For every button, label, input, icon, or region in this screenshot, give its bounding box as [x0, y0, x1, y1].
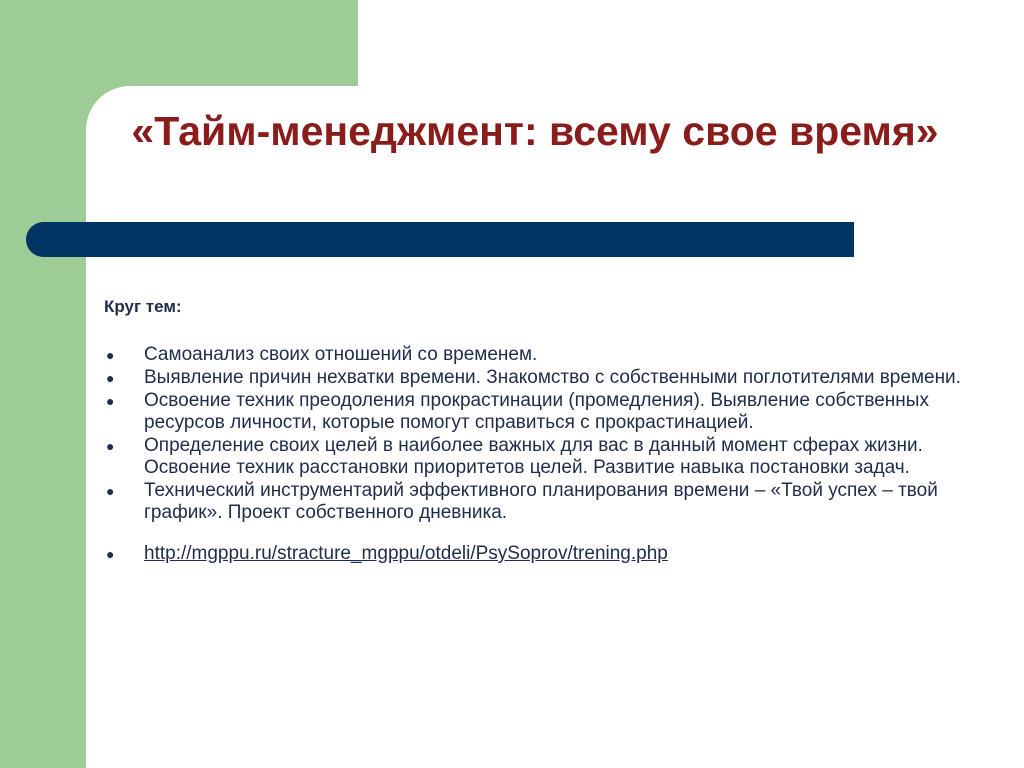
topic-text: Освоение техник преодоления прокрастинации (промедления). Выявление собственных ресурсов личности, которые помогут справиться с прокрастинацией. [144, 390, 929, 433]
bullet-icon: ● [106, 347, 115, 363]
topic-text: Технический инструментарий эффективного планирования времени – «Твой успех – твой график». Проект собственного дневника. [144, 480, 938, 523]
slide-title: «Тайм-менеджмент: всему свое время» [131, 108, 939, 154]
bullet-icon: ● [106, 393, 115, 409]
topic-text: Самоанализ своих отношений со временем. [144, 344, 538, 365]
topic-text: Определение своих целей в наиболее важных для вас в данный момент сферах жизни. Освоение техник расстановки приоритетов целей. Развитие навыка постановки задач. [144, 435, 923, 478]
bullet-icon: ● [106, 438, 115, 454]
bullet-icon: ● [106, 483, 115, 499]
training-link[interactable]: http://mgppu.ru/stracture_mgppu/otdeli/PsySoprov/trening.php [144, 543, 668, 564]
topic-text: Выявление причин нехватки времени. Знакомство с собственными поглотителями времени. [144, 367, 961, 388]
divider-bar [26, 222, 854, 257]
list-item [104, 367, 984, 389]
list-item [104, 435, 984, 479]
section-heading: Круг тем: [104, 297, 182, 316]
list-item [104, 344, 984, 366]
bullet-icon: ● [106, 370, 115, 386]
list-item [104, 390, 984, 434]
bullet-icon: ● [106, 546, 115, 562]
list-item [104, 480, 984, 524]
topic-list [104, 344, 984, 566]
link-list-item [104, 543, 984, 565]
